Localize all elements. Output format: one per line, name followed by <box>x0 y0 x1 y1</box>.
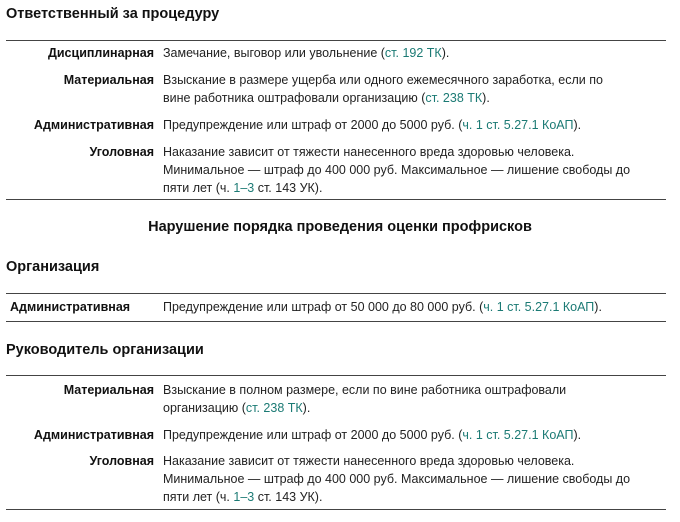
divider <box>6 293 666 294</box>
law-link[interactable]: ч. 1 ст. 5.27.1 КоАП <box>462 428 574 442</box>
law-link[interactable]: ч. 1 ст. 5.27.1 КоАП <box>483 300 595 314</box>
row-label: Административная <box>10 300 131 314</box>
law-link[interactable]: ст. 238 ТК <box>245 401 303 415</box>
row-label: Дисциплинарная <box>47 46 154 60</box>
row-label: Административная <box>33 428 154 442</box>
law-link[interactable]: 1–3 <box>233 490 255 504</box>
divider <box>6 40 666 41</box>
row-label: Уголовная <box>89 454 154 468</box>
row-label: Материальная <box>63 383 154 397</box>
law-link[interactable]: ст. 238 ТК <box>425 91 483 105</box>
law-link[interactable]: ст. 192 ТК <box>384 46 442 60</box>
section-title-responsible: Ответственный за процедуру <box>6 6 220 22</box>
section-title-head: Руководитель организации <box>6 342 204 358</box>
row-label: Материальная <box>63 73 154 87</box>
row-text: Взыскание в размере ущерба или одного ежемесячного заработка, если по вине работника оштрафовали организацию (ст. 238 ТК). <box>163 73 603 105</box>
row-text: Наказание зависит от тяжести нанесенного вреда здоровью человека. Минимальное — штраф до 400 000 руб. Максимальное — лишение свободы до пяти лет (ч. 1–3 ст. 143 УК). <box>163 454 631 504</box>
divider <box>6 375 666 376</box>
divider <box>6 321 666 322</box>
divider <box>6 199 666 200</box>
row-text: Предупреждение или штраф от 2000 до 5000 руб. (ч. 1 ст. 5.27.1 КоАП). <box>163 428 582 442</box>
row-label: Административная <box>33 118 154 132</box>
law-link[interactable]: 1–3 <box>233 181 255 195</box>
divider <box>6 509 666 510</box>
violation-heading: Нарушение порядка проведения оценки профрисков <box>148 219 532 235</box>
row-text: Взыскание в полном размере, если по вине работника оштрафовали организацию (ст. 238 ТК). <box>163 383 567 415</box>
row-label: Уголовная <box>89 145 154 159</box>
section-title-organization: Организация <box>6 259 100 275</box>
row-text: Наказание зависит от тяжести нанесенного вреда здоровью человека. Минимальное — штраф до 400 000 руб. Максимальное — лишение свободы до пяти лет (ч. 1–3 ст. 143 УК). <box>163 145 631 195</box>
row-text: Предупреждение или штраф от 2000 до 5000 руб. (ч. 1 ст. 5.27.1 КоАП). <box>163 118 582 132</box>
row-text: Предупреждение или штраф от 50 000 до 80 000 руб. (ч. 1 ст. 5.27.1 КоАП). <box>163 300 602 314</box>
row-text: Замечание, выговор или увольнение (ст. 192 ТК). <box>163 46 450 60</box>
law-link[interactable]: ч. 1 ст. 5.27.1 КоАП <box>462 118 574 132</box>
